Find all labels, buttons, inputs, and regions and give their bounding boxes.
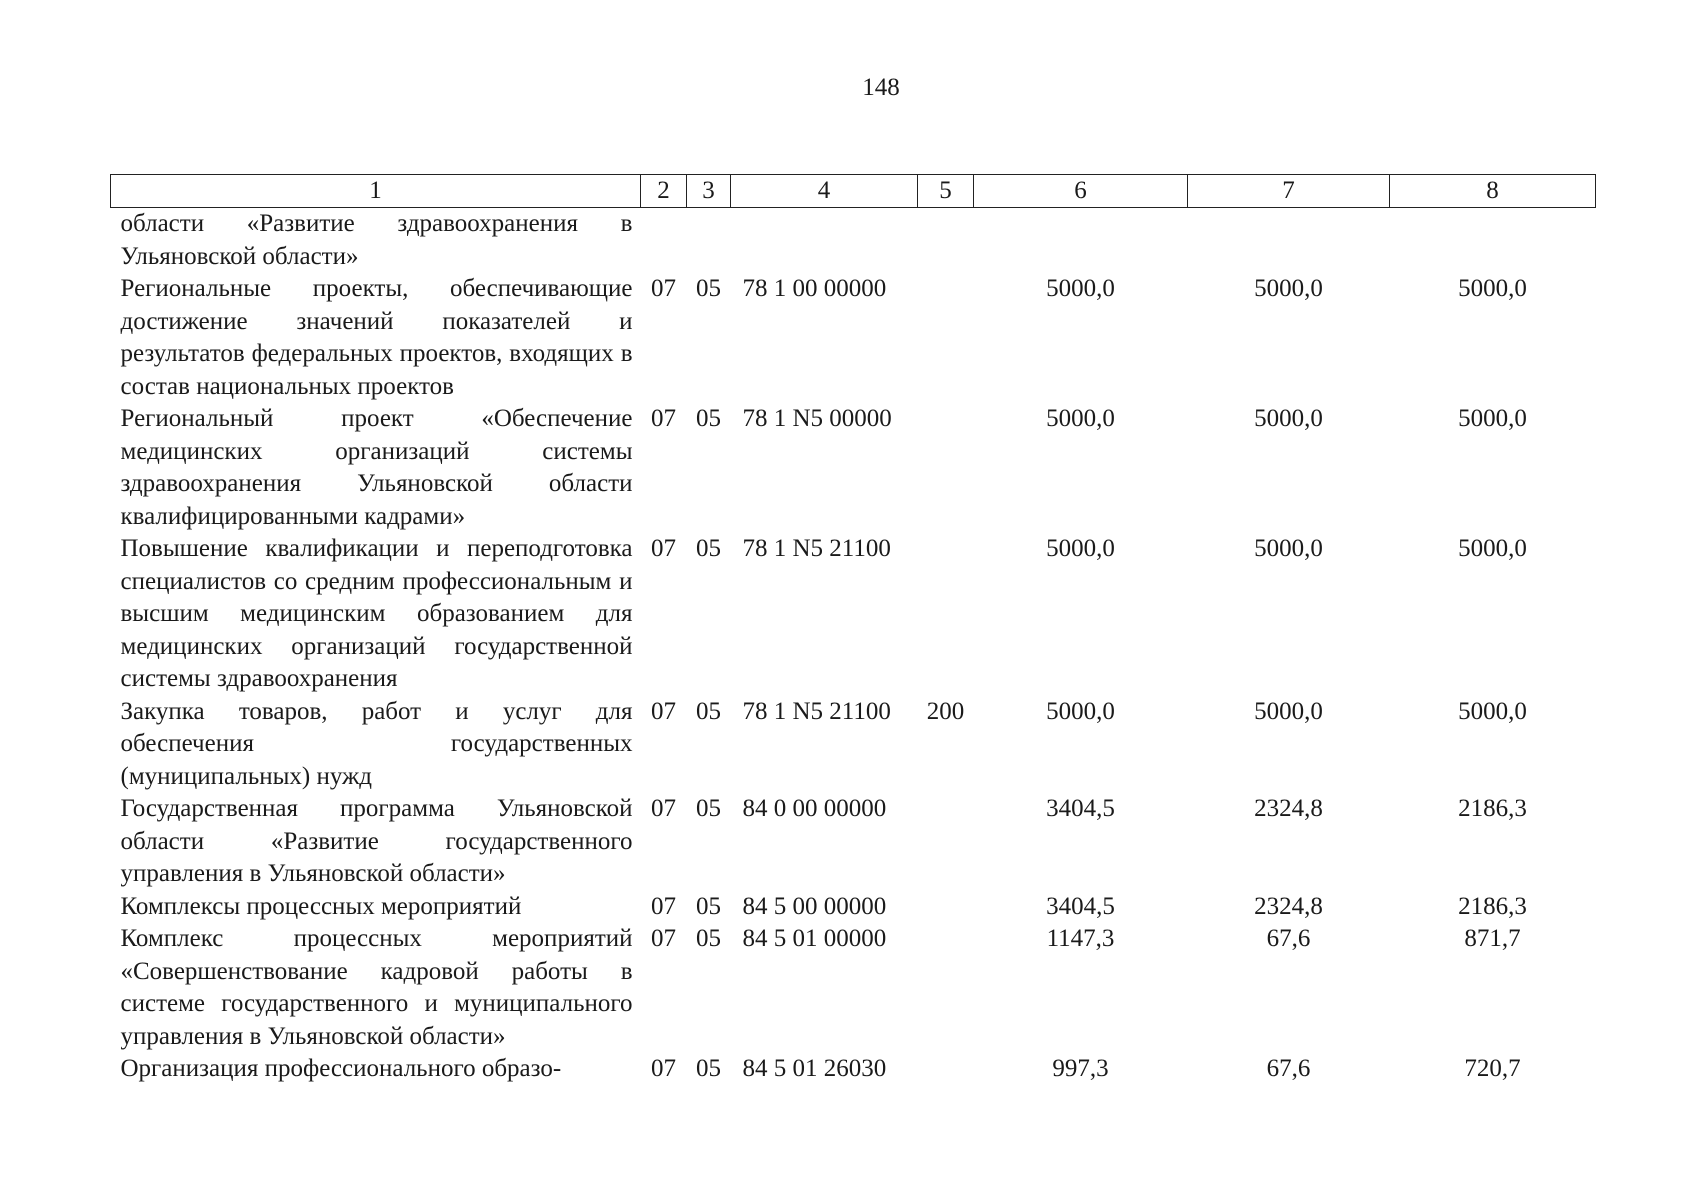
row-section: 07 [651,795,676,822]
row-amount-col8: 5000,0 [1458,275,1527,302]
row-amount-col6: 5000,0 [1046,405,1115,432]
row-section: 07 [651,535,676,562]
row-amount-col7: 5000,0 [1254,275,1323,302]
row-target-article: 78 1 N5 21100 [742,535,891,562]
page-number: 148 [862,74,900,101]
row-section [641,208,687,274]
row-name: Государственная программа Ульяновской области «Развитие государственного управления в Ульяновской области» [120,795,633,887]
row-name: области «Развитие здравоохранения в Ульяновской области» [120,210,633,270]
row-target-article: 78 1 N5 21100 [742,697,891,725]
header-col-3: 3 [687,175,731,208]
row-subsection: 05 [696,535,721,562]
header-col-6: 6 [974,175,1188,208]
table-row [111,1053,1596,1086]
row-amount-col8: 5000,0 [1458,405,1527,432]
row-amount-col7: 2324,8 [1254,892,1323,920]
row-amount-col8: 2186,3 [1458,892,1527,920]
row-amount-col6: 3404,5 [1046,892,1115,920]
header-row [111,175,1596,208]
header-col-1: 1 [111,175,641,208]
row-amount-col7: 67,6 [1266,925,1311,952]
row-section: 07 [651,697,676,725]
row-amount-col6: 1147,3 [1046,925,1115,952]
row-expense-type [918,793,974,891]
row-amount-col8: 5000,0 [1458,535,1527,562]
row-amount-col7 [1188,208,1390,274]
row-amount-col8: 5000,0 [1458,697,1527,725]
row-section: 07 [651,925,676,952]
header-col-7: 7 [1188,175,1390,208]
row-amount-col7: 2324,8 [1254,795,1323,822]
row-section: 07 [651,892,676,920]
row-amount-col7: 5000,0 [1254,535,1323,562]
table-row [111,923,1596,1053]
row-amount-col8: 2186,3 [1458,795,1527,822]
row-expense-type: 200 [926,697,965,725]
row-name: Комплекс процессных мероприятий «Совершенствование кадровой работы в системе государственного и муниципального управления в Ульяновской области» [120,925,633,1050]
table-row [111,208,1596,274]
row-amount-col6: 5000,0 [1046,535,1115,562]
row-amount-col6: 3404,5 [1046,795,1115,822]
row-amount-col6: 5000,0 [1046,275,1115,302]
table-row [111,891,1596,924]
row-expense-type [918,533,974,696]
row-target-article [731,208,918,274]
header-col-4: 4 [731,175,918,208]
row-name: Региональный проект «Обеспечение медицинских организаций системы здравоохранения Ульяновской области квалифицированными кадрами» [120,405,633,530]
row-name: Организация профессионального образо- [120,1055,562,1082]
row-name: Повышение квалификации и переподготовка специалистов со средним профессиональным и высшим медицинским образованием для медицинских организаций государственной системы здравоохранения [120,535,633,692]
row-target-article: 84 5 01 26030 [742,1055,887,1082]
row-amount-col8: 871,7 [1464,925,1521,952]
row-subsection: 05 [696,892,721,920]
row-subsection: 05 [696,275,721,302]
row-target-article: 78 1 00 00000 [742,275,887,302]
header-col-5: 5 [918,175,974,208]
row-target-article: 84 0 00 00000 [742,795,887,822]
row-section: 07 [651,405,676,432]
row-subsection: 05 [696,925,721,952]
budget-table [110,174,1596,1086]
row-amount-col6: 5000,0 [1046,697,1115,725]
row-expense-type [918,1053,974,1086]
row-target-article: 78 1 N5 00000 [742,405,892,432]
row-amount-col7: 67,6 [1266,1055,1311,1082]
row-name: Закупка товаров, работ и услуг для обеспечения государственных (муниципальных) нужд [120,697,633,790]
row-section: 07 [651,275,676,302]
table-body [111,208,1596,1086]
table-row [111,533,1596,696]
row-amount-col6 [974,208,1188,274]
row-target-article: 84 5 00 00000 [742,892,887,920]
row-amount-col6: 997,3 [1052,1055,1109,1082]
row-subsection: 05 [696,795,721,822]
row-expense-type [918,403,974,533]
row-section: 07 [651,1055,676,1082]
table-row [111,793,1596,891]
row-expense-type [918,273,974,403]
table-row [111,403,1596,533]
row-expense-type [918,923,974,1053]
row-subsection [687,208,731,274]
row-subsection: 05 [696,405,721,432]
row-amount-col7: 5000,0 [1254,697,1323,725]
row-expense-type [918,891,974,924]
header-col-8: 8 [1390,175,1596,208]
row-amount-col7: 5000,0 [1254,405,1323,432]
row-subsection: 05 [696,697,721,725]
header-col-2: 2 [641,175,687,208]
row-amount-col8 [1390,208,1596,274]
row-subsection: 05 [696,1055,721,1082]
table-row [111,273,1596,403]
row-name: Комплексы процессных мероприятий [120,892,522,920]
table-row [111,696,1596,794]
row-amount-col8: 720,7 [1464,1055,1521,1082]
table-header [111,175,1596,208]
row-target-article: 84 5 01 00000 [742,925,887,952]
row-name: Региональные проекты, обеспечивающие достижение значений показателей и результатов федеральных проектов, входящих в состав национальных проектов [120,275,633,400]
row-expense-type [918,208,974,274]
